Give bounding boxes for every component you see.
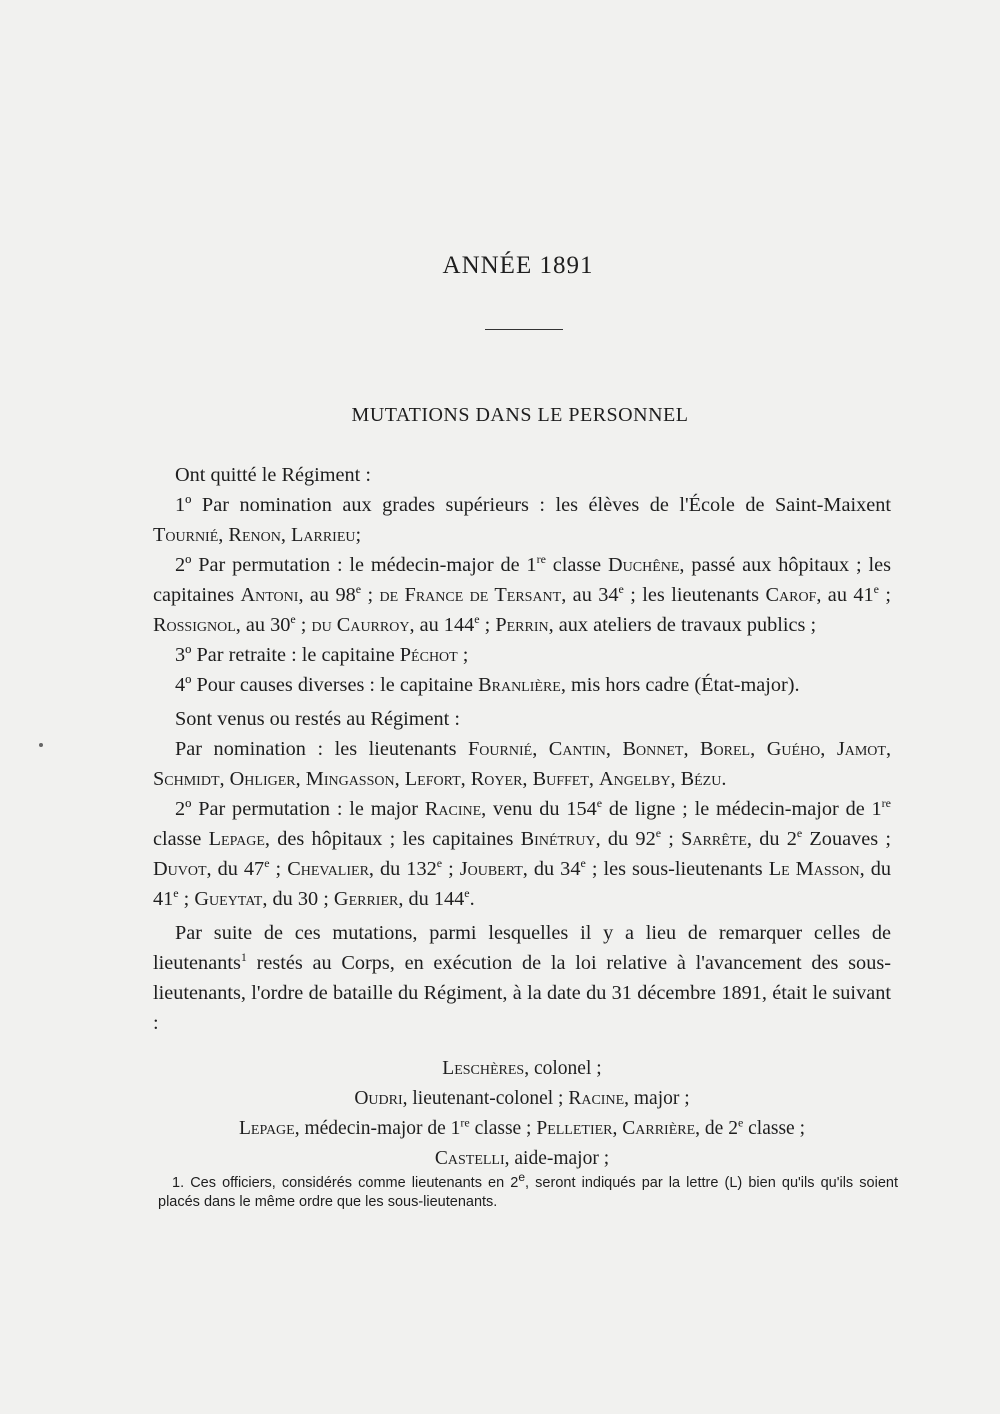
text-run: Par suite de ces mutations, parmi lesquelles il y a lieu de remarquer celles de lieutenants — [153, 922, 891, 974]
text-run: restés au Corps, en exécution de la loi relative à l'avancement des sous-lieutenants, l'ordre de bataille du Régiment, à la date du 31 décembre 1891, était le suivant : — [153, 952, 891, 1034]
text-run: ; les lieutenants — [623, 584, 766, 606]
text-run: , de 2 — [695, 1118, 738, 1139]
officer-name: Racine — [424, 798, 482, 820]
officer-name: Angelby — [599, 768, 671, 790]
text-run: , — [218, 524, 229, 546]
text-run: , — [280, 524, 291, 546]
superscript: e — [580, 856, 586, 871]
officer-name: Duchêne — [608, 554, 680, 576]
footnote-ref: 1 — [240, 950, 247, 965]
officer-name: Leschères — [442, 1058, 525, 1079]
superscript: e — [655, 826, 662, 841]
superscript: e — [264, 856, 270, 871]
superscript: e — [518, 1170, 526, 1185]
text-run: , venu du 154 — [481, 798, 597, 820]
officer-name: Renon — [228, 524, 281, 546]
text-run: 2º Par permutation : le médecin-major de 1 — [175, 554, 537, 576]
paragraph-nominations: Par nomination : les lieutenants Fournié, Cantin, Bonnet, Borel, Guého, Jamot, Schmidt, Ohliger, Mingasson, Lefort, Royer, Buffet, Angelby, Bézu. — [153, 738, 892, 790]
officer-name: Le Masson — [768, 858, 860, 880]
text-run: , aide-major ; — [504, 1148, 610, 1169]
officer-name: Lepage — [208, 828, 265, 850]
officer-name: Buffet — [532, 768, 589, 790]
officer-name: de France de Tersant — [379, 584, 562, 606]
superscript: e — [290, 612, 296, 627]
officer-name: Racine — [568, 1088, 625, 1109]
text-run: , du 30 ; — [262, 888, 334, 910]
paragraph-permutations-out — [153, 550, 891, 640]
officer-name: Royer — [470, 768, 523, 790]
text-run: ; — [661, 828, 682, 850]
superscript: re — [460, 1115, 470, 1130]
superscript: e — [173, 886, 179, 901]
text-run: , du 144 — [398, 888, 465, 910]
officer-name: Jamot — [836, 738, 886, 760]
paragraph-left-regiment-intro: Ont quitté le Régiment : — [175, 464, 372, 486]
officer-name: Sarrête — [681, 828, 747, 850]
text-run: 1. Ces officiers, considérés comme lieutenants en 2 — [172, 1175, 519, 1191]
officer-name: Chevalier — [287, 858, 369, 880]
paragraph-arrivals-intro: Sont venus ou restés au Régiment : — [175, 708, 461, 730]
text-run: , colonel ; — [524, 1058, 602, 1079]
text-run: , passé aux hôpitaux ; les capitaines — [153, 554, 891, 606]
officer-name: Pelletier — [536, 1118, 613, 1139]
text-run: ; — [355, 524, 362, 546]
paragraph-permutations-in — [153, 794, 891, 914]
superscript: e — [618, 582, 624, 597]
officer-name: Schmidt — [153, 768, 220, 790]
officer-name: Mingasson — [305, 768, 395, 790]
text-run: 2º Par permutation : le major — [175, 798, 425, 820]
text-run: ; — [442, 858, 460, 880]
text-run: , — [612, 1118, 623, 1139]
officer-name: Tournié — [153, 524, 219, 546]
text-run: , médecin-major de 1 — [294, 1118, 461, 1139]
text-run: ; — [878, 584, 892, 606]
officer-name: Fournié — [468, 738, 533, 760]
text-run: ; — [178, 888, 195, 910]
superscript: e — [436, 856, 443, 871]
text-run: , seront indiqués par la lettre (L) bien qu'ils qu'ils soient placés dans le même ordre que les sous-lieutenants. — [158, 1175, 898, 1210]
officer-name: Cantin — [548, 738, 606, 760]
text-run: , au 30 — [235, 614, 291, 636]
text-run: , du 92 — [595, 828, 656, 850]
text-run: , du 41 — [153, 858, 891, 910]
section-heading: MUTATIONS DANS LE PERSONNEL — [351, 404, 689, 426]
text-run: , du 47 — [206, 858, 265, 880]
officer-name: Lefort — [404, 768, 461, 790]
text-run: , au 34 — [561, 584, 619, 606]
paragraph-various-causes — [153, 670, 891, 700]
text-run: ; — [479, 614, 496, 636]
officer-name: du Caurroy — [311, 614, 410, 636]
text-run: , au 144 — [409, 614, 475, 636]
officer-name: Binétruy — [520, 828, 596, 850]
officer-name: Joubert — [459, 858, 523, 880]
page-title: ANNÉE 1891 — [442, 252, 594, 279]
text-run: ; — [295, 614, 312, 636]
officer-name: Bézu — [680, 768, 722, 790]
text-run: , des hôpitaux ; les capitaines — [264, 828, 521, 850]
officer-name: Gerrier — [333, 888, 399, 910]
text-run: classe ; — [743, 1118, 806, 1139]
officer-name: Antoni — [240, 584, 299, 606]
superscript: e — [873, 582, 879, 597]
paragraph-retirement — [153, 640, 891, 670]
officer-name: Borel — [700, 738, 751, 760]
order-of-battle — [153, 1054, 891, 1174]
text-run: , au 41 — [816, 584, 874, 606]
officer-name: Guého — [766, 738, 821, 760]
officer-name: Perrin — [495, 614, 549, 636]
paragraph-order-of-battle-intro — [153, 918, 891, 1038]
officer-name: Oudri — [354, 1088, 403, 1109]
officer-name: Carrière — [622, 1118, 696, 1139]
text-run: ; — [457, 644, 469, 666]
text-run: classe — [153, 828, 209, 850]
text-run: 4º Pour causes diverses : le capitaine — [175, 674, 479, 696]
superscript: e — [474, 612, 480, 627]
text-run: , lieutenant-colonel ; — [402, 1088, 569, 1109]
body-text — [153, 460, 891, 1038]
officer-name: Rossignol — [153, 614, 236, 636]
officer-name: Ohliger — [229, 768, 296, 790]
officer-name: Carof — [765, 584, 817, 606]
text-run: 1º Par nomination aux grades supérieurs : les élèves de l'École de Saint-Maixent — [175, 494, 891, 516]
text-run: ; — [361, 584, 380, 606]
text-run: Zouaves ; — [802, 828, 891, 850]
officer-name: Lepage — [238, 1118, 295, 1139]
order-line-medical — [153, 1114, 891, 1144]
superscript: e — [737, 1115, 744, 1130]
text-run: , du 34 — [522, 858, 581, 880]
text-run: 3º Par retraite : le capitaine — [175, 644, 400, 666]
officer-name: Bonnet — [622, 738, 684, 760]
text-run: Par nomination : les lieutenants — [175, 738, 469, 760]
superscript: re — [881, 796, 891, 811]
text-run: , mis hors cadre (État-major). — [560, 674, 800, 696]
text-run: classe — [545, 554, 608, 576]
text-run: de ligne ; le médecin-major de 1 — [602, 798, 882, 820]
superscript: e — [596, 796, 603, 811]
superscript: e — [355, 582, 362, 597]
officer-name: Gueytat — [194, 888, 263, 910]
text-run: , du 2 — [746, 828, 797, 850]
superscript: e — [464, 886, 470, 901]
superscript: re — [536, 552, 546, 567]
officer-name: Duvot — [153, 858, 207, 880]
superscript: e — [796, 826, 803, 841]
text-run: ; — [269, 858, 288, 880]
title-divider — [485, 329, 563, 330]
text-run: ; les sous-lieutenants — [585, 858, 769, 880]
officer-name: Castelli — [434, 1148, 505, 1169]
text-run: , au 98 — [298, 584, 356, 606]
text-run: , aux ateliers de travaux publics ; — [548, 614, 817, 636]
text-run: , du 132 — [368, 858, 437, 880]
text-run: . — [469, 888, 475, 910]
officer-name: Péchot — [399, 644, 458, 666]
officer-name: Branlière — [478, 674, 561, 696]
order-line-colonel — [153, 1054, 891, 1084]
paper-speck — [39, 743, 43, 747]
paragraph-promotions — [153, 490, 891, 550]
footnote — [158, 1170, 898, 1212]
order-line-lt-colonel — [153, 1084, 891, 1114]
officer-name: Larrieu — [290, 524, 356, 546]
text-run: , major ; — [624, 1088, 690, 1109]
text-run: classe ; — [469, 1118, 537, 1139]
